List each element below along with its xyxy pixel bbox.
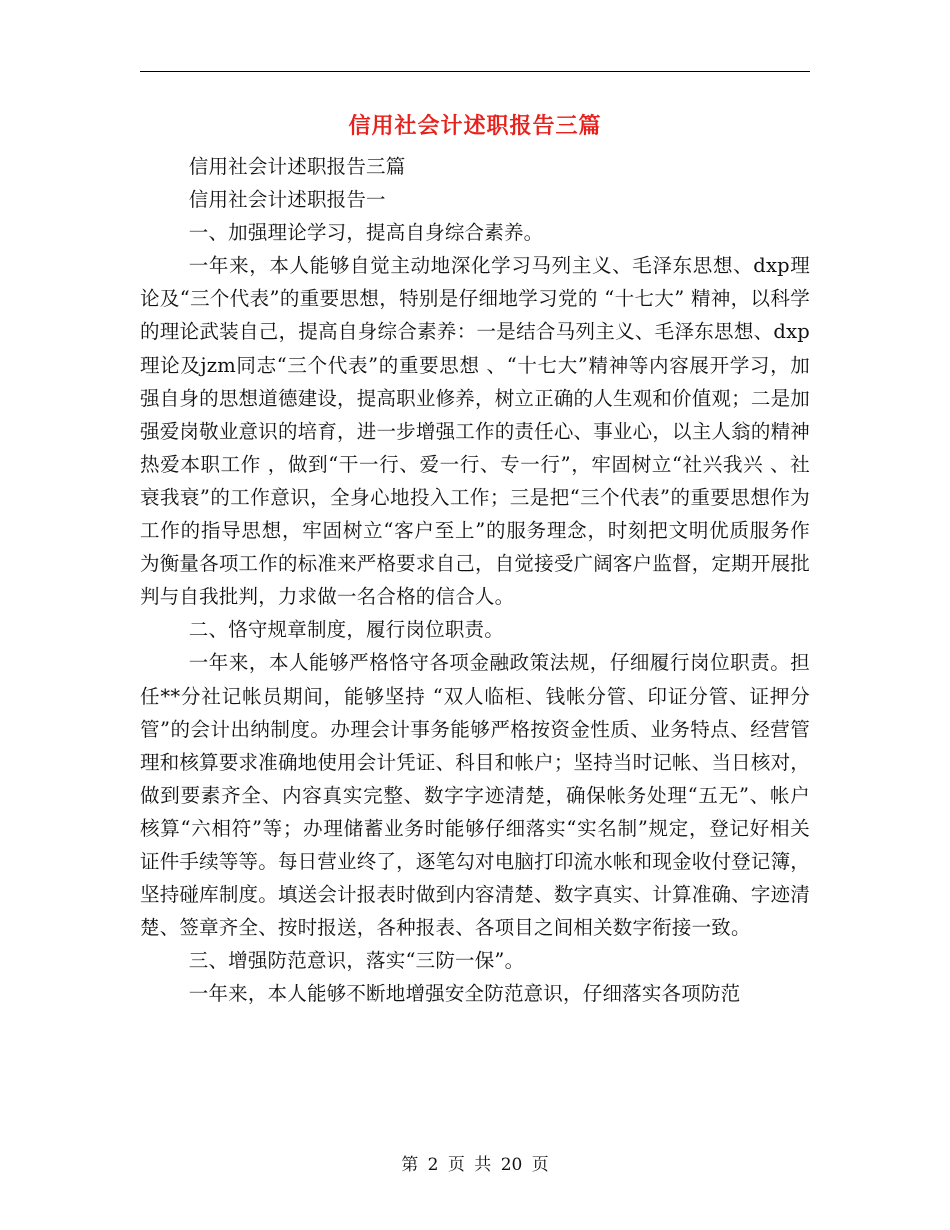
- paragraph-section-1: 一年来，本人能够自觉主动地深化学习马列主义、毛泽东思想、dxp理论及“三个代表”的重要思想，特别是仔细地学习党的 “十七大” 精神，以科学的理论武装自己，提高自身综合素养：一是结合马列主义、毛泽东思想、dxp理论及jzm同志“三个代表”的重要思想 、“十七大”精神等内容展开学习，加强自身的思想道德建设，提高职业修养，树立正确的人生观和价值观；二是加强爱岗敬业意识的培育，进一步增强工作的责任心、事业心，以主人翁的精神热爱本职工作 ，做到“干一行、爱一行、专一行”，牢固树立“社兴我兴 、社衰我衰”的工作意识，全身心地投入工作；三是把“三个代表”的重要思想作为工作的指导思想，牢固树立“客户至上”的服务理念，时刻把文明优质服务作为衡量各项工作的标准来严格要求自己，自觉接受广阔客户监督，定期开展批判与自我批判，力求做一名合格的信合人。: [140, 254, 810, 609]
- paragraph-section-3: 一年来，本人能够不断地增强安全防范意识，仔细落实各项防范: [188, 982, 741, 1006]
- paragraph-subtitle: 信用社会计述职报告三篇: [188, 155, 406, 178]
- paragraph-report-heading: 信用社会计述职报告一: [188, 188, 386, 212]
- paragraph-section-2: 一年来，本人能够严格恪守各项金融政策法规，仔细履行岗位职责。担任**分社记帐员期间，能够坚持 “双人临柜、钱帐分管、印证分管、证押分管”的会计出纳制度。办理会计事务能够严格按资金性质、业务特点、经营管理和核算要求准确地使用会计凭证、科目和帐户；坚持当时记帐、当日核对，做到要素齐全、内容真实完整、数字字迹清楚，确保帐务处理“五无”、帐户核算“六相符”等；办理储蓄业务时能够仔细落实“实名制”规定，登记好相关证件手续等等。每日营业终了，逐笔勾对电脑打印流水帐和现金收付登记簿，坚持碰库制度。填送会计报表时做到内容清楚、数字真实、计算准确、字迹清楚、签章齐全、按时报送，各种报表、各项目之间相关数字衔接一致。: [140, 651, 810, 940]
- section-heading-1: 一、加强理论学习，提高自身综合素养。: [188, 221, 544, 245]
- document-title: 信用社会计述职报告三篇: [348, 113, 602, 139]
- page-number: 第 2 页 共 20 页: [401, 1155, 549, 1175]
- document-body: [140, 150, 810, 1010]
- section-heading-3: 三、增强防范意识，落实“三防一保”。: [188, 949, 525, 973]
- section-heading-2: 二、恪守规章制度，履行岗位职责。: [188, 618, 504, 642]
- header-rule: [140, 71, 810, 72]
